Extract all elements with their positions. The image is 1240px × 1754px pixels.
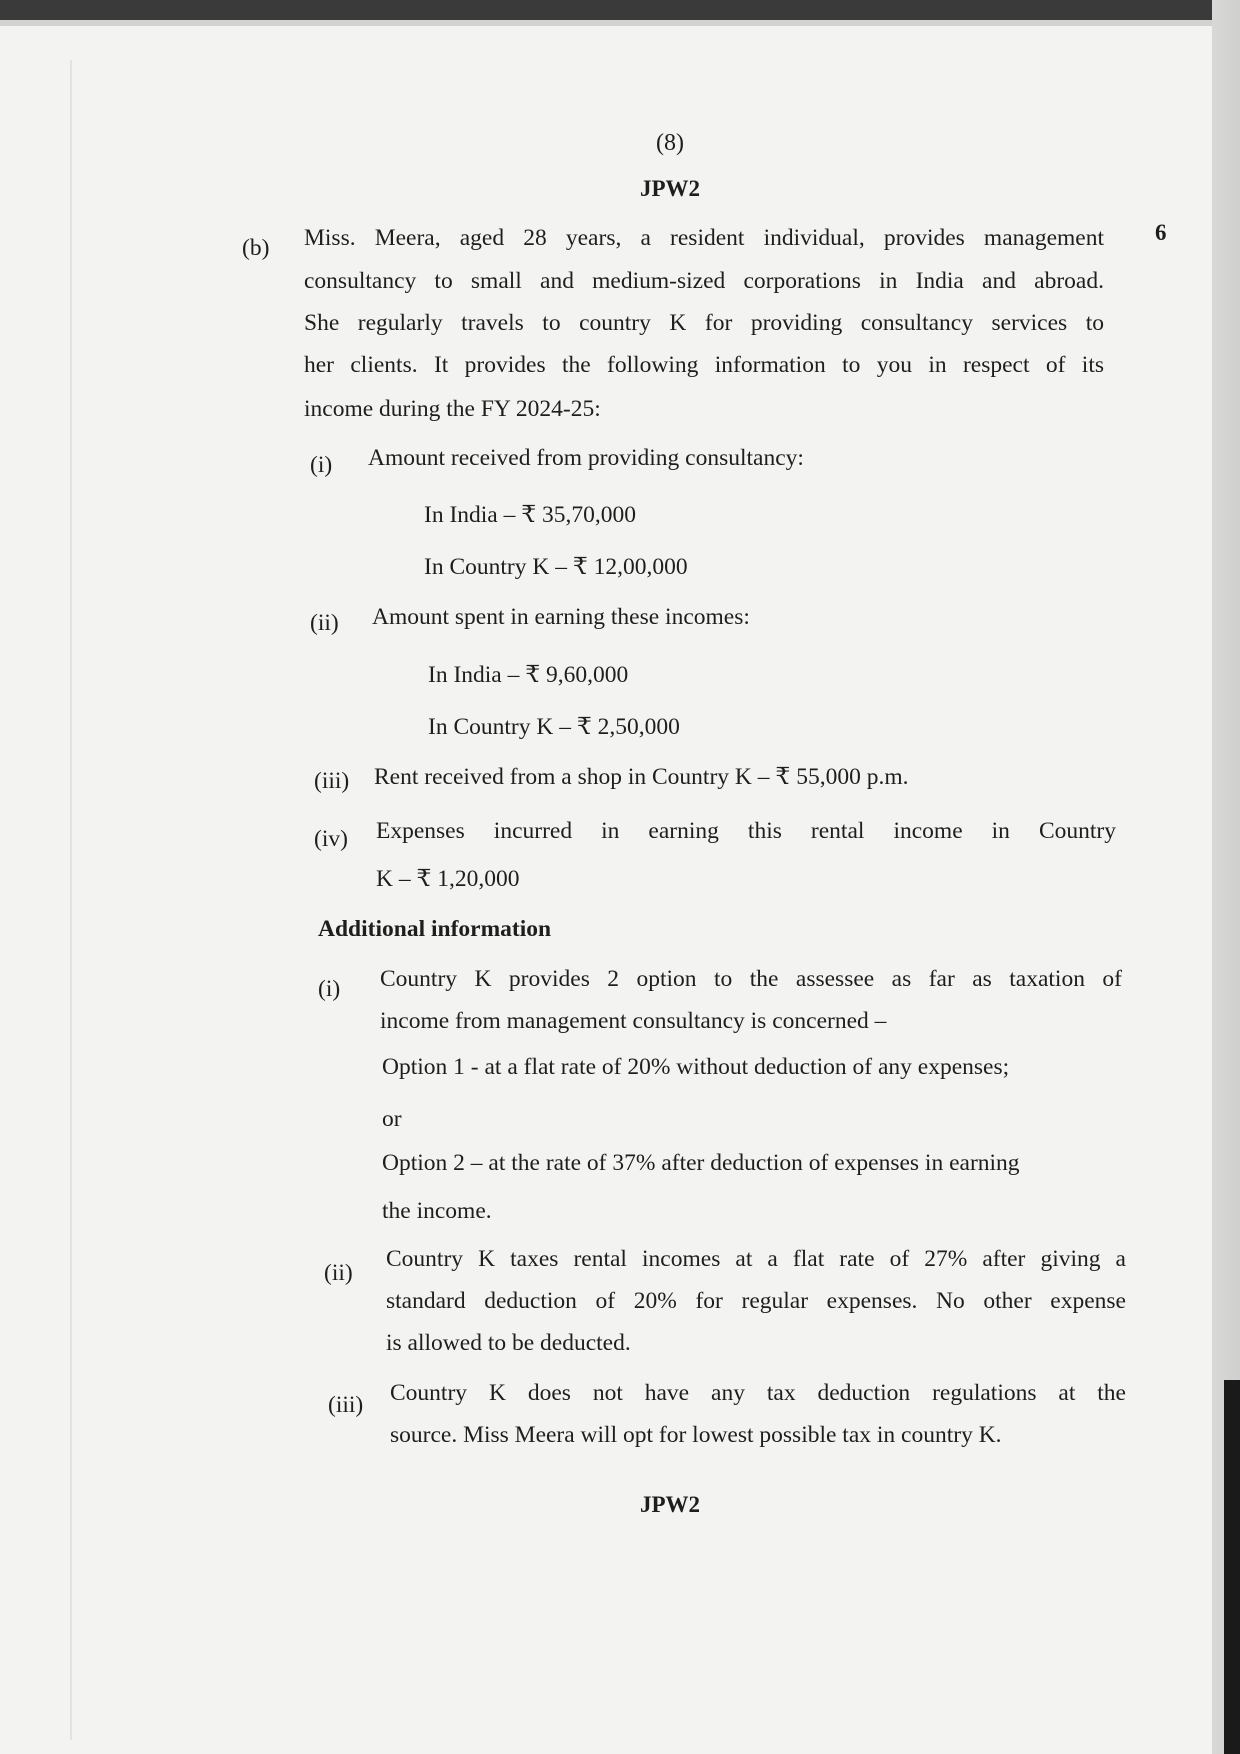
- item-iii-label: (iii): [314, 768, 350, 794]
- intro-line-1: Miss. Meera, aged 28 years, a resident individual, provides management: [304, 225, 1104, 251]
- intro-line-3: She regularly travels to country K for providing consultancy services to: [304, 310, 1104, 336]
- item-i-label: (i): [310, 452, 333, 478]
- additional-ii-line-3: is allowed to be deducted.: [386, 1330, 631, 1356]
- item-ii-text: Amount spent in earning these incomes:: [372, 604, 750, 630]
- scan-right-dark-edge: [1224, 1380, 1240, 1754]
- additional-i-option-2-line-2: the income.: [382, 1198, 492, 1224]
- page-number: (8): [656, 130, 684, 156]
- additional-ii-label: (ii): [324, 1260, 353, 1286]
- item-iv-label: (iv): [314, 826, 348, 852]
- scan-left-shadow: [70, 60, 72, 1740]
- additional-ii-line-2: standard deduction of 20% for regular expenses. No other expense: [386, 1288, 1126, 1314]
- question-label: (b): [242, 235, 270, 261]
- scan-top-shadow: [0, 20, 1240, 26]
- item-i-text: Amount received from providing consultancy:: [368, 445, 804, 471]
- intro-line-4: her clients. It provides the following information to you in respect of its: [304, 352, 1104, 378]
- additional-iii-line-2: source. Miss Meera will opt for lowest possible tax in country K.: [390, 1422, 1002, 1448]
- additional-i-option-1: Option 1 - at a flat rate of 20% without deduction of any expenses;: [382, 1054, 1010, 1080]
- additional-i-option-2-line-1: Option 2 – at the rate of 37% after deduction of expenses in earning: [382, 1150, 1020, 1176]
- additional-i-or: or: [382, 1106, 402, 1132]
- item-i-india: In India – ₹ 35,70,000: [424, 502, 637, 528]
- additional-i-label: (i): [318, 976, 341, 1002]
- item-ii-india: In India – ₹ 9,60,000: [428, 662, 629, 688]
- additional-iii-line-1: Country K does not have any tax deduction regulations at the: [390, 1380, 1126, 1406]
- paper-code-footer: JPW2: [639, 1492, 701, 1517]
- additional-i-line-1: Country K provides 2 option to the assessee as far as taxation of: [380, 966, 1122, 992]
- additional-iii-label: (iii): [328, 1392, 364, 1418]
- additional-ii-line-1: Country K taxes rental incomes at a flat rate of 27% after giving a: [386, 1246, 1126, 1272]
- item-ii-country-k: In Country K – ₹ 2,50,000: [428, 714, 680, 740]
- item-ii-label: (ii): [310, 610, 339, 636]
- scan-top-edge: [0, 0, 1240, 20]
- marks: 6: [1155, 220, 1167, 245]
- intro-line-2: consultancy to small and medium-sized corporations in India and abroad.: [304, 268, 1104, 294]
- item-iii-text: Rent received from a shop in Country K – ₹ 55,000 p.m.: [374, 764, 909, 790]
- item-i-country-k: In Country K – ₹ 12,00,000: [424, 554, 688, 580]
- additional-heading: Additional information: [318, 916, 552, 942]
- additional-i-line-2: income from management consultancy is concerned –: [380, 1008, 887, 1034]
- item-iv-line-1: Expenses incurred in earning this rental income in Country: [376, 818, 1116, 844]
- item-iv-line-2: K – ₹ 1,20,000: [376, 866, 520, 892]
- intro-line-5: income during the FY 2024-25:: [304, 396, 601, 422]
- paper-code-header: JPW2: [639, 176, 701, 201]
